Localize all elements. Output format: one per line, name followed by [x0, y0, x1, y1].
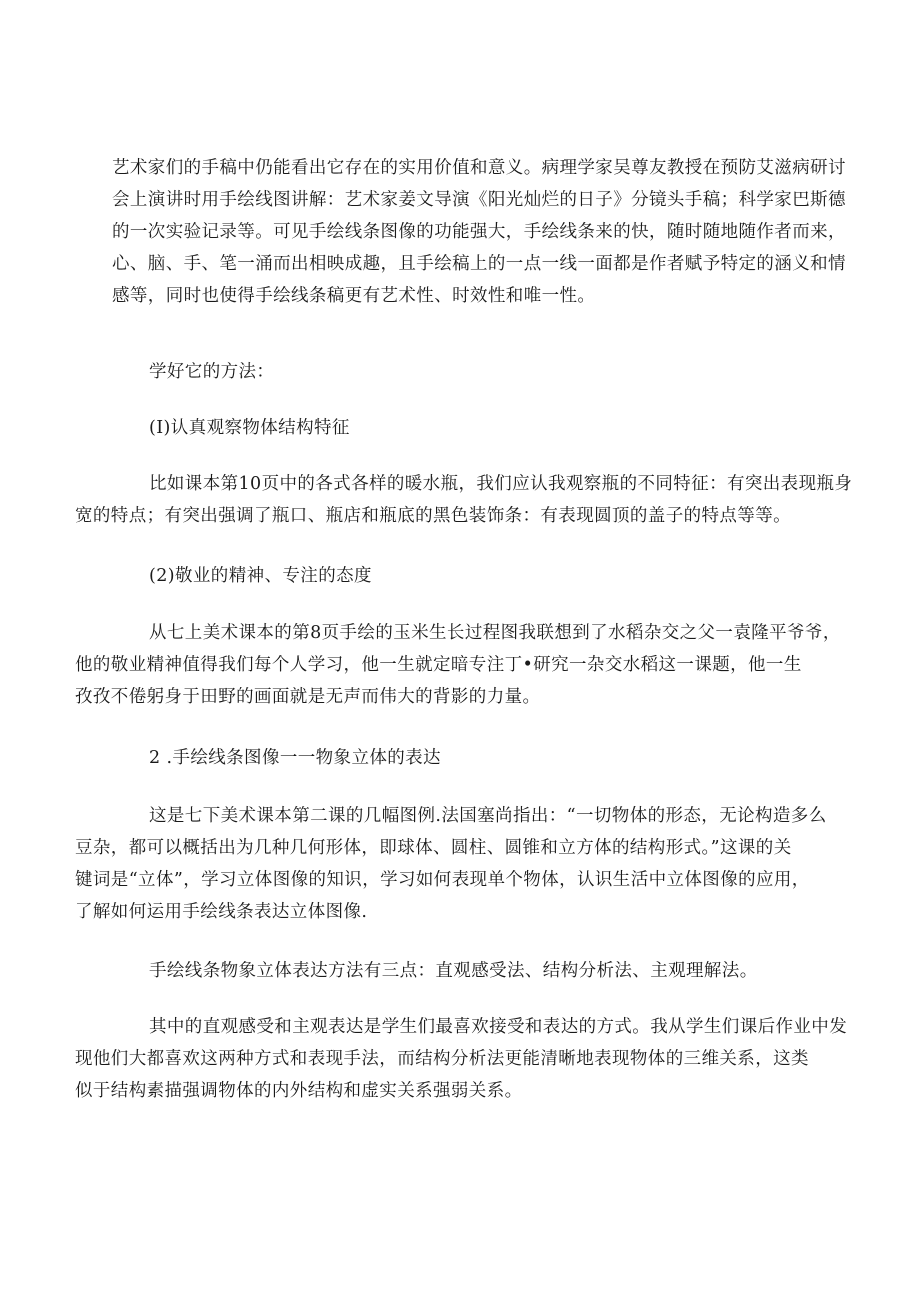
text-line: 从七上美术课本的第8页手绘的玉米生长过程图我联想到了水稻杂交之父一袁隆平爷爷， [149, 623, 841, 643]
paragraph-cezanne [75, 800, 827, 928]
text-line: 豆杂，都可以概括出为几种几何形体，即球体、圆柱、圆锥和立方体的结构形式。”这课的关 [75, 838, 792, 858]
section-heading-3d-expression [112, 742, 812, 774]
text-line: 比如课本第10页中的各式各样的暖水瓶，我们应认我观察瓶的不同特征：有突出表现瓶身 [149, 474, 853, 494]
text-line: 心、脑、手、笔一涌而出相映成趣，且手绘稿上的一点一线一面都是作者赋予特定的涵义和情 [112, 254, 846, 274]
paragraph-student-preference [75, 1011, 848, 1107]
text-line: 现他们大都喜欢这两种方式和表现手法，而结构分析法更能清晰地表现物体的三维关系，这类 [75, 1049, 809, 1069]
text-line: 了解如何运用手绘线条表达立体图像. [75, 902, 368, 922]
text-line: 艺术家们的手稿中仍能看出它存在的实用价值和意义。病理学家吴尊友教授在预防艾滋病研讨 [112, 158, 846, 178]
text-line: (I)认真观察物体结构特征 [149, 418, 350, 438]
text-line: 学好它的方法： [149, 362, 275, 382]
text-line: 其中的直观感受和主观表达是学生们最喜欢接受和表达的方式。我从学生们课后作业中发 [149, 1017, 848, 1037]
text-line: 感等，同时也使得手绘线条稿更有艺术性、时效性和唯一性。 [112, 286, 596, 306]
text-line: 这是七下美术课本第二课的几幅图例.法国塞尚指出：“一切物体的形态，无论构造多么 [149, 806, 827, 826]
paragraph-1 [112, 152, 846, 312]
text-line: 宽的特点；有突出强调了瓶口、瓶店和瓶底的黑色装饰条：有表现圆顶的盖子的特点等等。 [75, 506, 791, 526]
text-line: 键词是“立体”，学习立体图像的知识，学习如何表现单个物体，认识生活中立体图像的应用， [75, 870, 810, 890]
subheading-dedication [112, 560, 812, 592]
text-line: 似于结构素描强调物体的内外结构和虚实关系强弱关系。 [75, 1081, 523, 1101]
text-line: 2 .手绘线条图像一一物象立体的表达 [149, 748, 441, 768]
text-line: 他的敬业精神值得我们每个人学习，他一生就定暗专注丁•研究一杂交水稻这一课题，他一生 [75, 655, 802, 675]
paragraph-methods-heading [112, 356, 812, 388]
text-line: 会上演讲时用手绘线图讲解：艺术家姜文导演《阳光灿烂的日子》分镜头手稿；科学家巴斯德 [112, 190, 846, 210]
paragraph-thermos-example [75, 468, 853, 532]
text-line: 手绘线条物象立体表达方法有三点：直观感受法、结构分析法、主观理解法。 [149, 961, 758, 981]
text-line: 孜孜不倦躬身于田野的画面就是无声而伟大的背影的力量。 [75, 687, 541, 707]
subheading-observe-structure [112, 412, 812, 444]
paragraph-yuan-longping [75, 617, 841, 713]
text-line: 的一次实验记录等。可见手绘线条图像的功能强大，手绘线条来的快，随时随地随作者而来， [112, 222, 846, 242]
text-line: (2)敬业的精神、专注的态度 [149, 566, 372, 586]
paragraph-three-methods [112, 955, 812, 987]
